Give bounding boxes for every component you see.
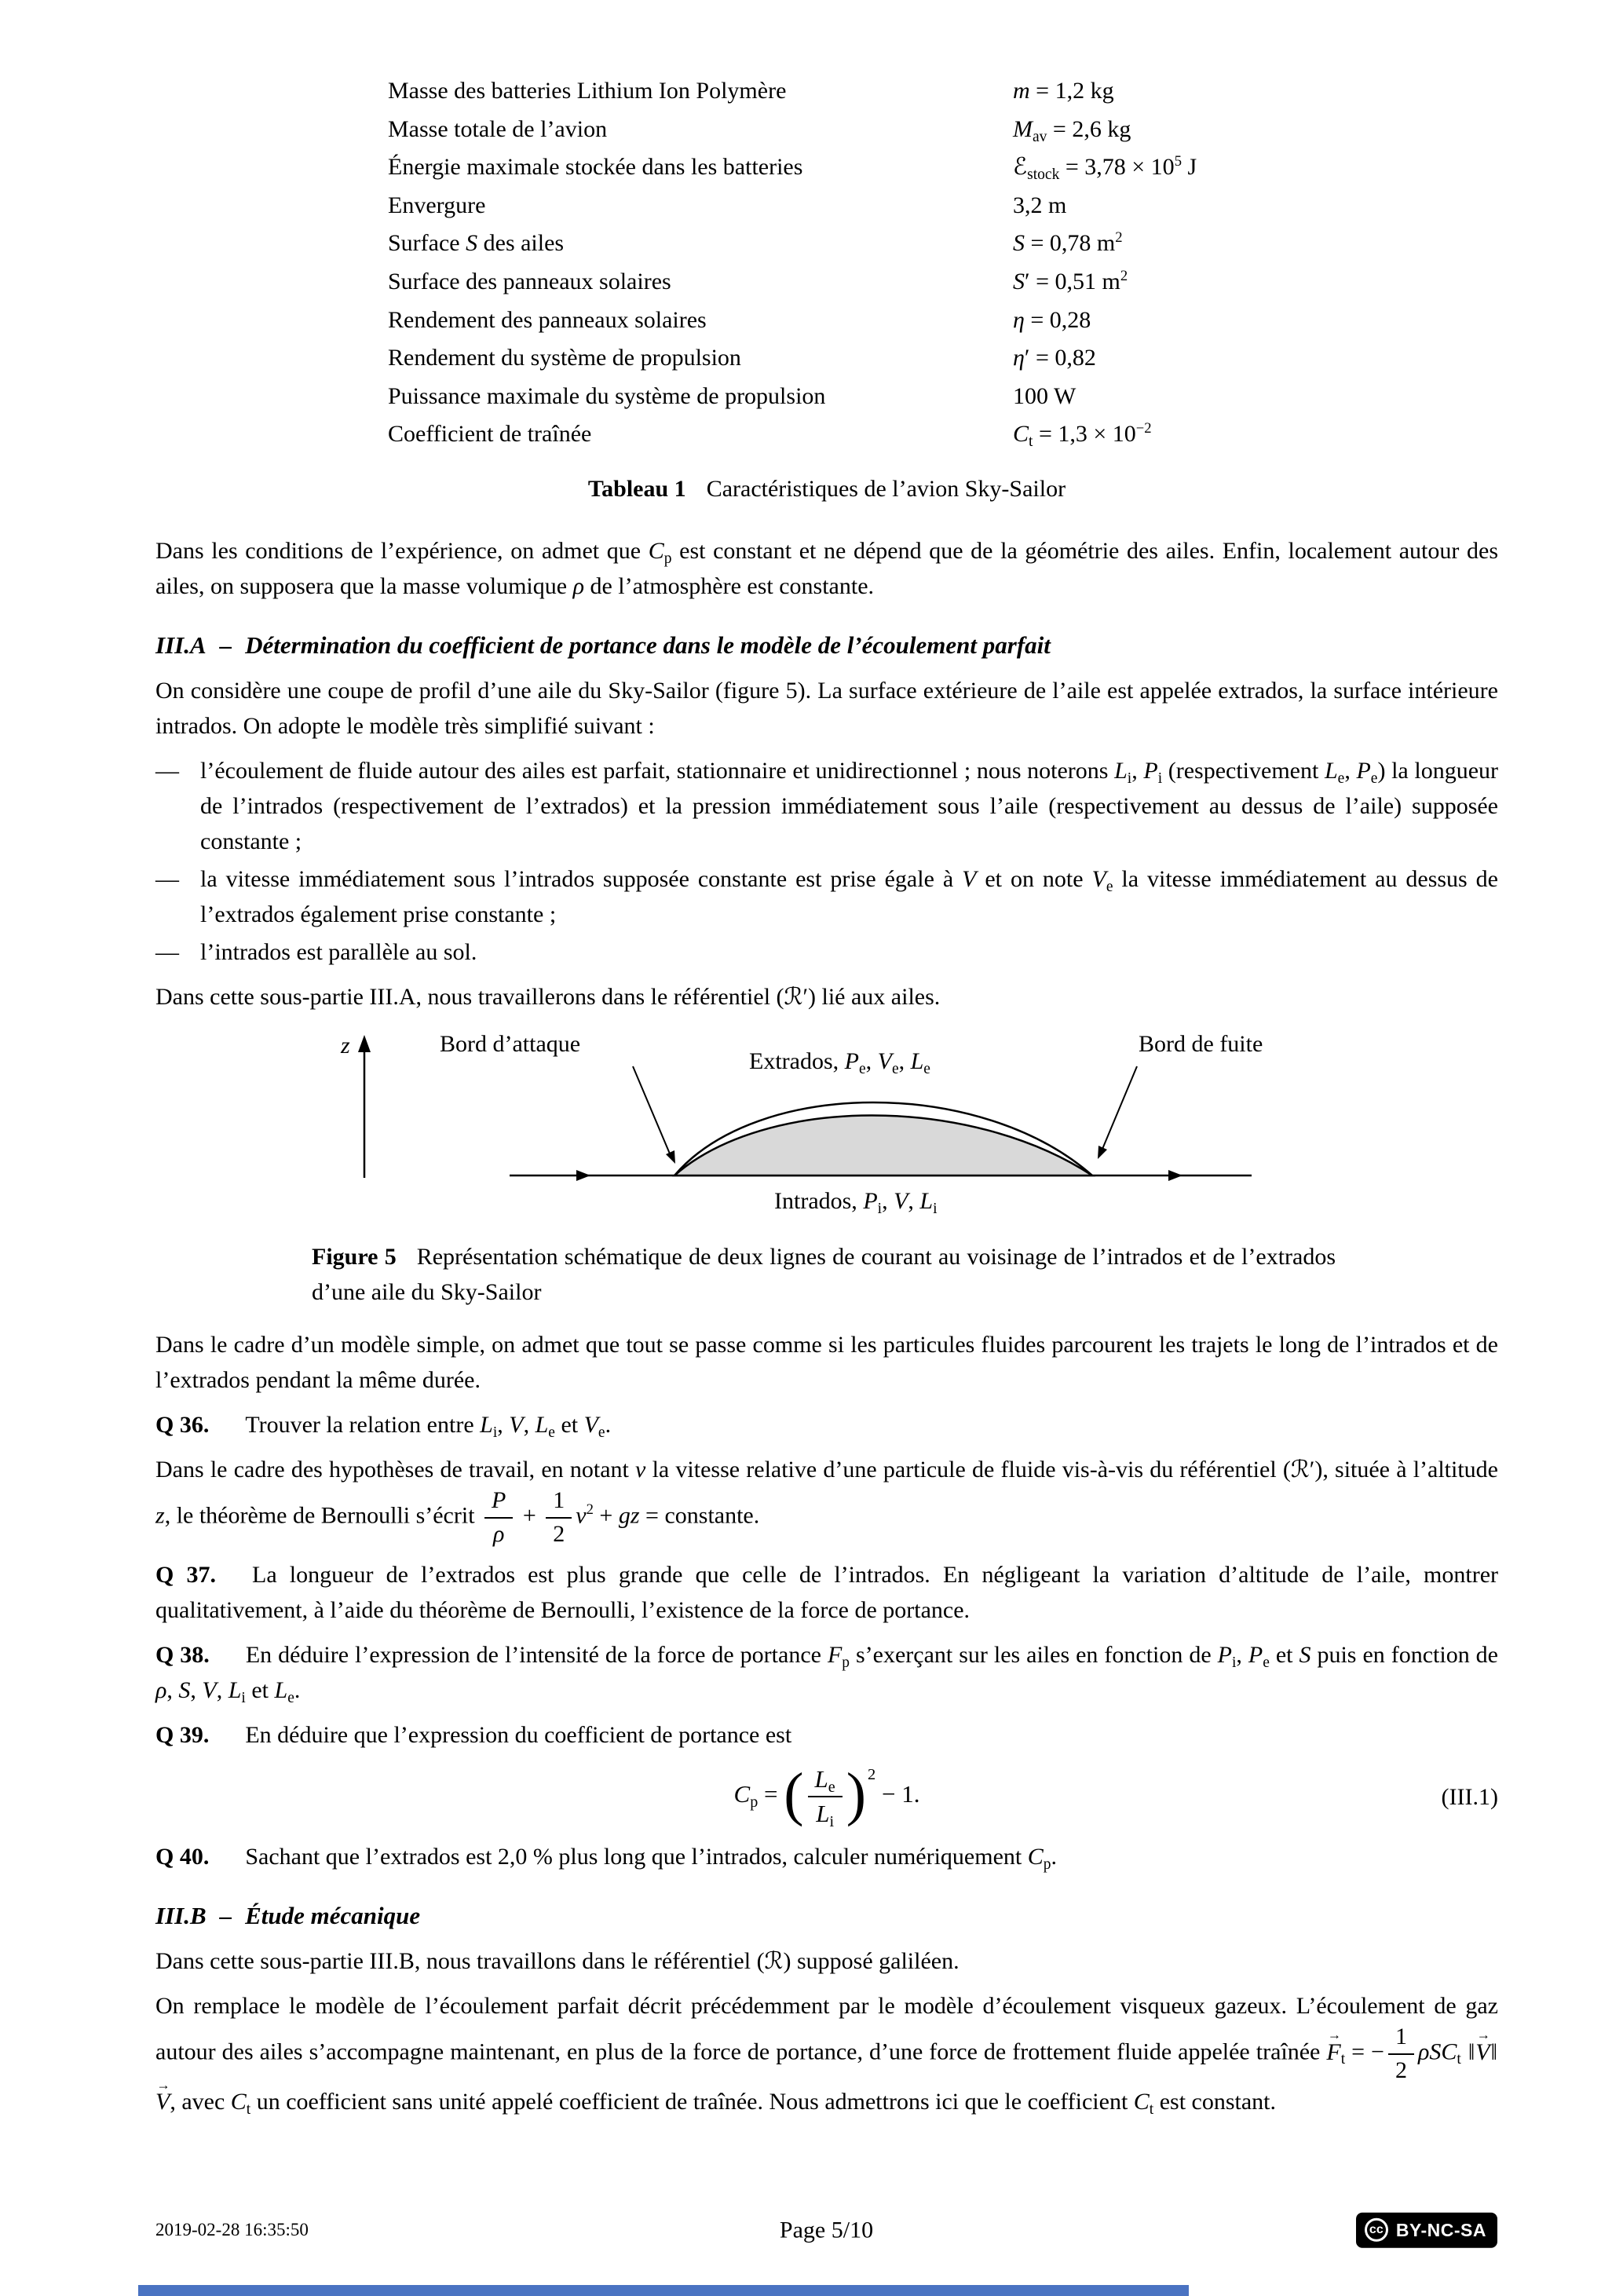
cc-logo-icon: cc	[1365, 2218, 1388, 2242]
cc-license-badge[interactable]	[1356, 2213, 1497, 2248]
leading-edge-pointer	[633, 1066, 671, 1157]
paragraph-modele: Dans le cadre d’un modèle simple, on admet que tout se passe comme si les particules fluides parcourent les trajets le long de l’intrados et de l’extrados pendant la même durée.	[155, 1332, 1498, 1394]
label-bord-attaque: Bord d’attaque	[440, 1031, 581, 1058]
paragraph-trainee: On remplace le modèle de l’écoulement parfait décrit précédemment par le modèle d’écoulement visqueux gazeux. L’écoulement de gaz autour des ailes s’accompagne maintenant, en plus de la force de portance, d’une force de frottement fluide appelée traînée $F \to_t$ = − $\frac{1}{2}$ ρSC$_t$ ‖V →‖V →, avec $C_t$ un coefficient sans unité appelé coefficient de traînée. Nous admettrons ici que le coefficient $C_t$ est constant.	[155, 1988, 1498, 2119]
question-38	[155, 1637, 1498, 1708]
table-cell-label: Masse des batteries Lithium Ion Polymère	[388, 78, 787, 104]
page-content	[155, 72, 1498, 2129]
figure-caption-label: Figure 5	[312, 1244, 397, 1270]
trailing-edge-pointer	[1101, 1066, 1137, 1153]
table-row	[388, 339, 1498, 378]
table-cell-label: Masse totale de l’avion	[388, 115, 608, 142]
table-cell-label: Surface des panneaux solaires	[388, 268, 671, 294]
table-row	[388, 378, 1498, 416]
table-cell-label: Coefficient de traînée	[388, 421, 592, 448]
footer-timestamp: 2019-02-28 16:35:50	[155, 2219, 309, 2239]
flow-arrow-left	[576, 1170, 590, 1181]
page-number: Page 5/10	[779, 2217, 874, 2243]
figure-5	[155, 1029, 1498, 1310]
table-cell-value: S′ = 0,51 $m^2$	[1013, 267, 1128, 294]
bottom-blue-strip	[138, 2285, 1189, 2296]
section-number: III.B	[155, 1901, 207, 1929]
table-cell-value: ℰ$_{stock}$ = $3,78 \times 10^5$ J	[1013, 153, 1197, 184]
equation-iii1	[155, 1760, 1498, 1831]
table-cell-label: Surface S des ailes	[388, 230, 565, 257]
section-dash: –	[219, 1901, 232, 1929]
section-number: III.A	[155, 631, 207, 659]
table-caption-text: Caractéristiques de l’avion Sky-Sailor	[706, 475, 1066, 502]
question-39	[155, 1717, 1498, 1753]
question-number: Q 40.	[155, 1843, 210, 1870]
airfoil-shape	[674, 1116, 1092, 1176]
dash-marker: —	[155, 866, 179, 893]
table-cell-value: m = 1,2 kg	[1013, 78, 1114, 104]
table-cell-value: η = 0,28	[1013, 306, 1091, 333]
question-number: Q 38.	[155, 1642, 210, 1669]
table-cell-value: 3,2 m	[1013, 192, 1067, 218]
list-item	[155, 934, 1498, 970]
label-bord-fuite: Bord de fuite	[1139, 1031, 1263, 1058]
flow-arrow-right	[1168, 1170, 1183, 1181]
table-caption	[155, 471, 1498, 506]
label-extrados: Extrados, $P_e$, $V_e$, $L_e$	[749, 1048, 930, 1078]
paragraph-bernoulli: Dans le cadre des hypothèses de travail, en notant v la vitesse relative d’une particule de fluide vis-à-vis du référentiel (ℛ′), située à l’altitude z, le théorème de Bernoulli s’écrit $\frac{P}{\rho}$ + $\frac{1}{2}$ $v^2$ + gz = constante.	[155, 1457, 1498, 1547]
equation-body: $C_p$ = ( $\frac{L_e}{L_i}$ )$^2$ − 1.	[733, 1760, 920, 1831]
question-40	[155, 1839, 1498, 1874]
paragraph-referentiel-a: Dans cette sous-partie III.A, nous travaillerons dans le référentiel (ℛ′) lié aux ailes.	[155, 984, 941, 1011]
paragraph-intro: Dans les conditions de l’expérience, on admet que $C_p$ est constant et ne dépend que de la géométrie des ailes. Enfin, localement autour des ailes, on supposera que la masse volumique ρ de l’atmosphère est constante.	[155, 537, 1499, 599]
label-intrados: Intrados, $P_i$, V, $L_i$	[774, 1188, 938, 1218]
list-item-text: l’intrados est parallèle au sol.	[200, 939, 477, 966]
characteristics-table	[388, 72, 1498, 454]
figure-caption-text: Représentation schématique de deux lignes de courant au voisinage de l’intrados et de l’extrados d’une aile du Sky-Sailor	[312, 1244, 1336, 1306]
table-cell-label: Énergie maximale stockée dans les batteries	[388, 154, 803, 181]
trailing-edge-arrow	[1098, 1146, 1107, 1159]
section-heading-iiia	[155, 627, 1498, 664]
table-row	[388, 72, 1498, 111]
table-cell-value: S = 0,78 $m^2$	[1013, 229, 1123, 257]
table-caption-label: Tableau 1	[587, 475, 686, 502]
question-text: Trouver la relation entre $L_i$, V, $L_e$ et $V_e$.	[245, 1412, 612, 1442]
hypotheses-list	[155, 753, 1498, 970]
label-z-axis: z	[341, 1033, 350, 1059]
table-cell-label: Rendement du système de propulsion	[388, 345, 741, 371]
question-text: En déduire que l’expression du coefficient de portance est	[245, 1722, 792, 1749]
table-cell-value: $C_t = 1,3 \times 10^{-2}$	[1013, 420, 1152, 451]
question-text: Sachant que l’extrados est 2,0 % plus long que l’intrados, calculer numériquement $C_p$.	[245, 1843, 1057, 1873]
list-item	[155, 753, 1498, 859]
z-axis-arrow	[358, 1035, 371, 1052]
section-heading-iiib	[155, 1898, 1498, 1935]
table-cell-value: 100 W	[1013, 382, 1077, 409]
table-cell-label: Rendement des panneaux solaires	[388, 306, 707, 333]
dash-marker: —	[155, 939, 179, 966]
list-item-text: l’écoulement de fluide autour des ailes est parfait, stationnaire et unidirectionnel ; nous noterons $L_i$, $P_i$ (respectivement $L_e$, $P_e$) la longueur de l’intrados (respectivement de l’extrados) et la pression immédiatement sous l’aile (respectivement au dessus de l’aile) supposée constante ;	[200, 758, 1498, 855]
table-row	[388, 225, 1498, 263]
cc-license-label: BY-NC-SA	[1395, 2219, 1486, 2240]
paragraph-referentiel-b: Dans cette sous-partie III.B, nous travaillons dans le référentiel (ℛ) supposé galiléen.	[155, 1948, 960, 1975]
equation-number: (III.1)	[1441, 1783, 1498, 1810]
question-number: Q 39.	[155, 1722, 210, 1749]
page-footer	[155, 2208, 1497, 2252]
table-row	[388, 111, 1498, 149]
question-37	[155, 1557, 1498, 1628]
table-row	[388, 415, 1498, 454]
list-item	[155, 861, 1498, 932]
leading-edge-arrow	[666, 1150, 675, 1164]
paragraph-profil: On considère une coupe de profil d’une aile du Sky-Sailor (figure 5). La surface extérieure de l’aile est appelée extrados, la surface intérieure intrados. On adopte le modèle très simplifié suivant :	[155, 678, 1498, 740]
question-number: Q 37.	[155, 1562, 216, 1589]
question-36	[155, 1407, 1498, 1442]
figure-caption	[312, 1239, 1336, 1310]
table-cell-value: η′ = 0,82	[1013, 345, 1096, 371]
question-text: En déduire l’expression de l’intensité de la force de portance $F_p$ s’exerçant sur les ailes en fonction de $P_i$, $P_e$ et S puis en fonction de ρ, S, V, $L_i$ et $L_e$.	[155, 1642, 1499, 1707]
question-text: La longueur de l’extrados est plus grande que celle de l’intrados. En négligeant la variation d’altitude de l’aile, montrer qualitativement, à l’aide du théorème de Bernoulli, l’existence de la force de portance.	[155, 1562, 1498, 1624]
list-item-text: la vitesse immédiatement sous l’intrados supposée constante est prise égale à V et on note $V_e$ la vitesse immédiatement au dessus de l’extrados également prise constante ;	[200, 866, 1498, 928]
table-row	[388, 187, 1498, 225]
table-row	[388, 263, 1498, 302]
question-number: Q 36.	[155, 1412, 210, 1439]
section-dash: –	[219, 631, 232, 659]
table-row	[388, 148, 1498, 187]
table-cell-label: Puissance maximale du système de propulsion	[388, 382, 826, 409]
airfoil-diagram	[341, 1029, 1322, 1231]
table-cell-value: $M_{av} = 2,6$ kg	[1013, 115, 1131, 145]
section-title: Étude mécanique	[245, 1901, 421, 1929]
table-cell-label: Envergure	[388, 192, 486, 218]
section-title: Détermination du coefficient de portance dans le modèle de l’écoulement parfait	[245, 631, 1051, 659]
table-row	[388, 302, 1498, 340]
dash-marker: —	[155, 758, 179, 784]
